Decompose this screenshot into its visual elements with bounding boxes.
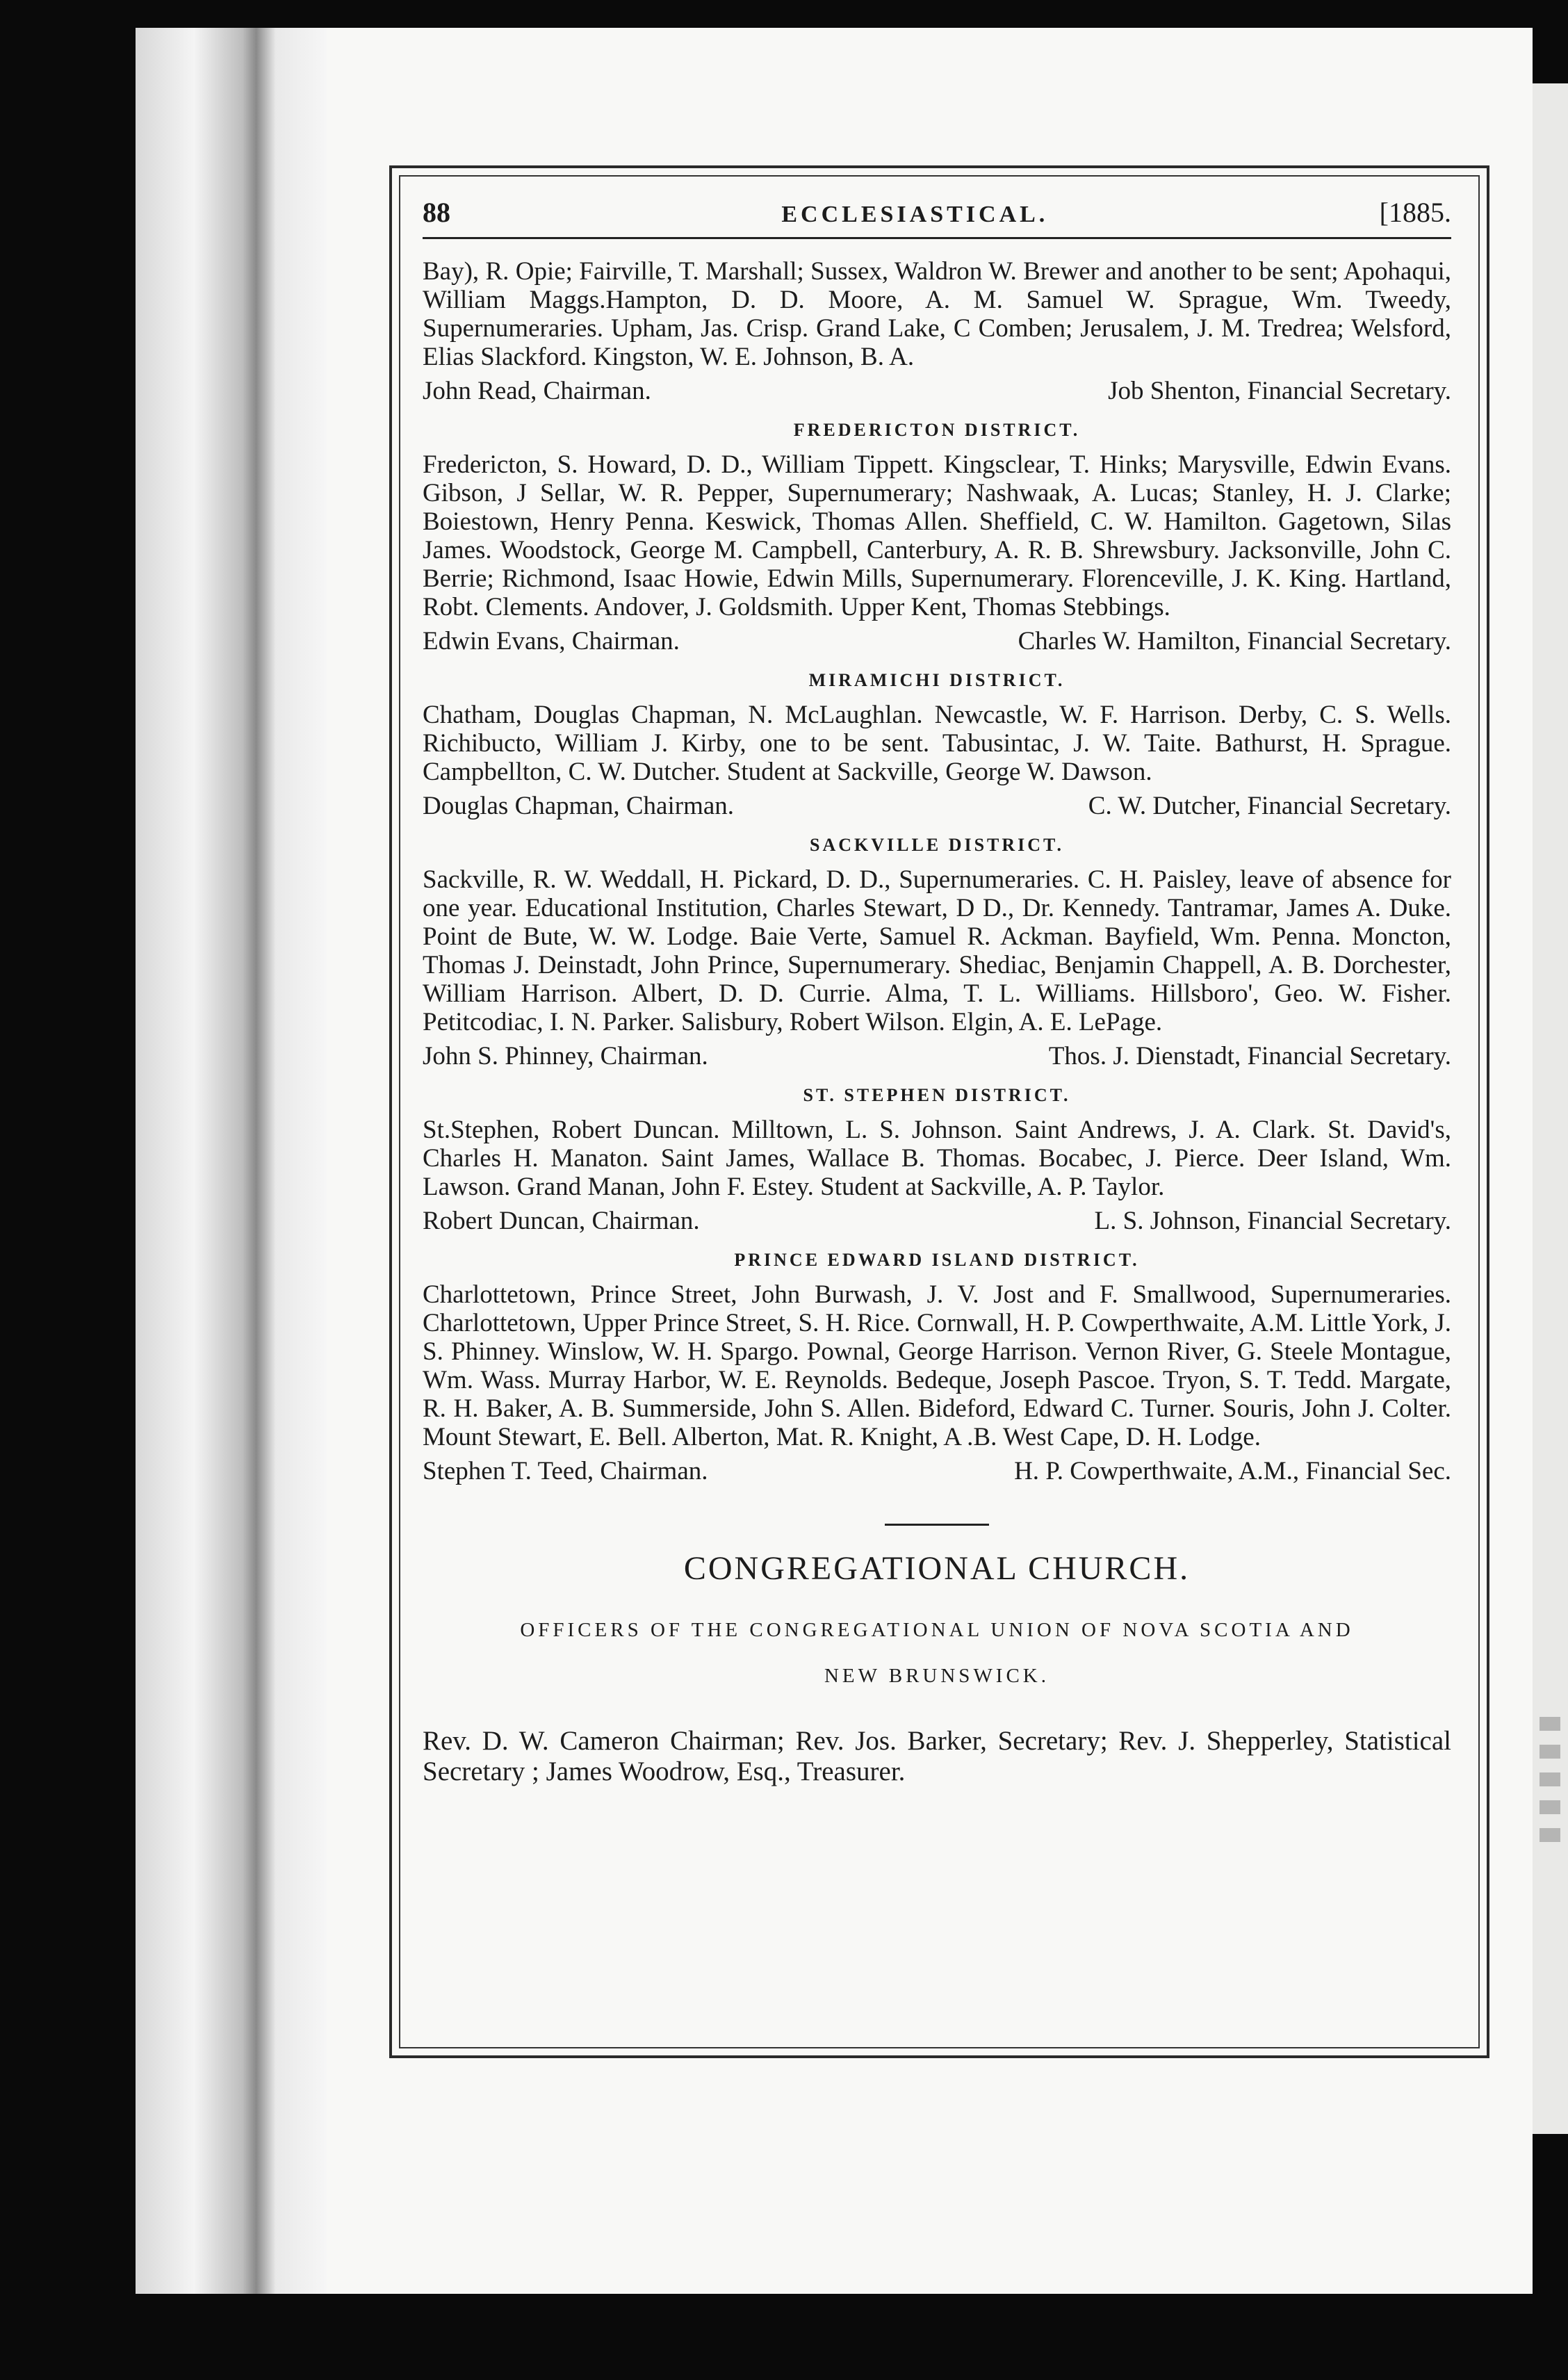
district-text: Chatham, Douglas Chapman, N. McLaughlan. Newcastle, W. F. Harrison. Derby, C. S. Wells. Richibucto, William J. Kirby, one to be sent. Tabusintac, J. W. Taite. Bathurst, H. Sprague. Campbellton, C. W. Dutcher. Student at Sackville, George W. Dawson. xyxy=(423,701,1451,786)
district-title: MIRAMICHI DISTRICT. xyxy=(808,670,1065,690)
district-officers xyxy=(423,375,1451,407)
district-officers xyxy=(423,1041,1451,1073)
chairman: John Read, Chairman. xyxy=(423,377,651,405)
chairman: Douglas Chapman, Chairman. xyxy=(423,792,735,820)
page-year: [1885. xyxy=(1379,197,1451,228)
officers-list: Rev. D. W. Cameron Chairman; Rev. Jos. Barker, Secretary; Rev. J. Shepperley, Statistical Secretary ; James Woodrow, Esq., Treasurer. xyxy=(423,1726,1451,1786)
financial-secretary: Job Shenton, Financial Secretary. xyxy=(1108,377,1451,405)
district-title: FREDERICTON DISTRICT. xyxy=(793,420,1081,440)
page-border xyxy=(389,165,1489,2058)
district-officers xyxy=(423,1205,1451,1237)
book-spine xyxy=(136,28,330,2294)
chairman: Robert Duncan, Chairman. xyxy=(423,1207,700,1235)
district-officers xyxy=(423,790,1451,822)
financial-secretary: H. P. Cowperthwaite, A.M., Financial Sec. xyxy=(1014,1457,1451,1485)
district-officers xyxy=(423,1456,1451,1488)
page-header xyxy=(423,196,1451,239)
district-title: SACKVILLE DISTRICT. xyxy=(810,835,1064,855)
district-section xyxy=(423,420,1451,658)
page-content xyxy=(423,196,1451,1814)
district-section xyxy=(423,1250,1451,1488)
financial-secretary: C. W. Dutcher, Financial Secretary. xyxy=(1088,792,1451,820)
facing-page-edge xyxy=(1533,83,1568,2134)
officers-heading-line1: OFFICERS OF THE CONGREGATIONAL UNION OF NOVA SCOTIA AND xyxy=(520,1619,1354,1641)
district-text: St.Stephen, Robert Duncan. Milltown, L. S. Johnson. Saint Andrews, J. A. Clark. St. David's, Charles H. Manaton. Saint James, Wallace B. Thomas. Bocabec, J. Pierce. Deer Island, Wm. Lawson. Grand Manan, John F. Estey. Student at Sackville, A. P. Taylor. xyxy=(423,1116,1451,1201)
district-text: Bay), R. Opie; Fairville, T. Marshall; Sussex, Waldron W. Brewer and another to be sent; Apohaqui, William Maggs.Hampton, D. D. Moore, A. M. Samuel W. Sprague, Wm. Tweedy, Supernumeraries. Upham, Jas. Crisp. Grand Lake, C Comben; Jerusalem, J. M. Tredrea; Welsford, Elias Slackford. Kingston, W. E. Johnson, B. A. xyxy=(423,257,1451,371)
financial-secretary: L. S. Johnson, Financial Secretary. xyxy=(1094,1207,1451,1235)
section-divider xyxy=(885,1524,989,1526)
financial-secretary: Thos. J. Dienstadt, Financial Secretary. xyxy=(1048,1042,1451,1070)
district-text: Charlottetown, Prince Street, John Burwash, J. V. Jost and F. Smallwood, Supernumeraries. Charlottetown, Upper Prince Street, S. H. Rice. Cornwall, H. P. Cowperthwaite, A.M. Little York, J. S. Phinney. Winslow, W. H. Spargo. Pownal, George Harrison. Vernon River, G. Steele Montague, Wm. Wass. Murray Harbor, W. E. Reynolds. Bedeque, Joseph Pascoe. Tryon, S. T. Tedd. Margate, R. H. Baker, A. B. Summerside, John S. Allen. Bideford, Edward C. Turner. Souris, John J. Colter. Mount Stewart, E. Bell. Alberton, Mat. R. Knight, A .B. West Cape, D. H. Lodge. xyxy=(423,1280,1451,1451)
district-text: Fredericton, S. Howard, D. D., William Tippett. Kingsclear, T. Hinks; Marysville, Edwin Evans. Gibson, J Sellar, W. R. Pepper, Supernumerary; Nashwaak, A. Lucas; Stanley, H. J. Clarke; Boiestown, Henry Penna. Keswick, Thomas Allen. Sheffield, C. W. Hamilton. Gagetown, Silas James. Woodstock, George M. Campbell, Canterbury, A. R. B. Shrewsbury. Jacksonville, John C. Berrie; Richmond, Isaac Howie, Edwin Mills, Supernumerary. Florenceville, J. K. King. Hartland, Robt. Clements. Andover, J. Goldsmith. Upper Kent, Thomas Stebbings. xyxy=(423,450,1451,621)
district-title: PRINCE EDWARD ISLAND DISTRICT. xyxy=(734,1250,1140,1270)
district-officers xyxy=(423,626,1451,658)
running-head: ECCLESIASTICAL. xyxy=(781,202,1049,227)
district-section xyxy=(423,670,1451,822)
chairman: Edwin Evans, Chairman. xyxy=(423,627,680,655)
page-number: 88 xyxy=(423,197,450,228)
chairman: Stephen T. Teed, Chairman. xyxy=(423,1457,708,1485)
district-section xyxy=(423,835,1451,1073)
officers-heading xyxy=(423,1607,1451,1699)
district-section xyxy=(423,1085,1451,1237)
district-title: ST. STEPHEN DISTRICT. xyxy=(803,1085,1071,1105)
district-text: Sackville, R. W. Weddall, H. Pickard, D. D., Supernumeraries. C. H. Paisley, leave of absence for one year. Educational Institution, Charles Stewart, D D., Dr. Kennedy. Tantramar, James A. Duke. Point de Bute, W. W. Lodge. Baie Verte, Samuel R. Ackman. Bayfield, Wm. Penna. Moncton, Thomas J. Deinstadt, John Prince, Supernumerary. Shediac, Benjamin Chappell, A. B. Dorchester, William Harrison. Albert, D. D. Currie. Alma, T. L. Williams. Hillsboro', Geo. W. Fisher. Petitcodiac, I. N. Parker. Salisbury, Robert Wilson. Elgin, A. E. LePage. xyxy=(423,865,1451,1036)
officers-heading-line2: NEW BRUNSWICK. xyxy=(824,1665,1050,1687)
financial-secretary: Charles W. Hamilton, Financial Secretary. xyxy=(1018,627,1451,655)
chairman: John S. Phinney, Chairman. xyxy=(423,1042,708,1070)
church-heading: CONGREGATIONAL CHURCH. xyxy=(683,1550,1191,1587)
district-section xyxy=(423,257,1451,407)
